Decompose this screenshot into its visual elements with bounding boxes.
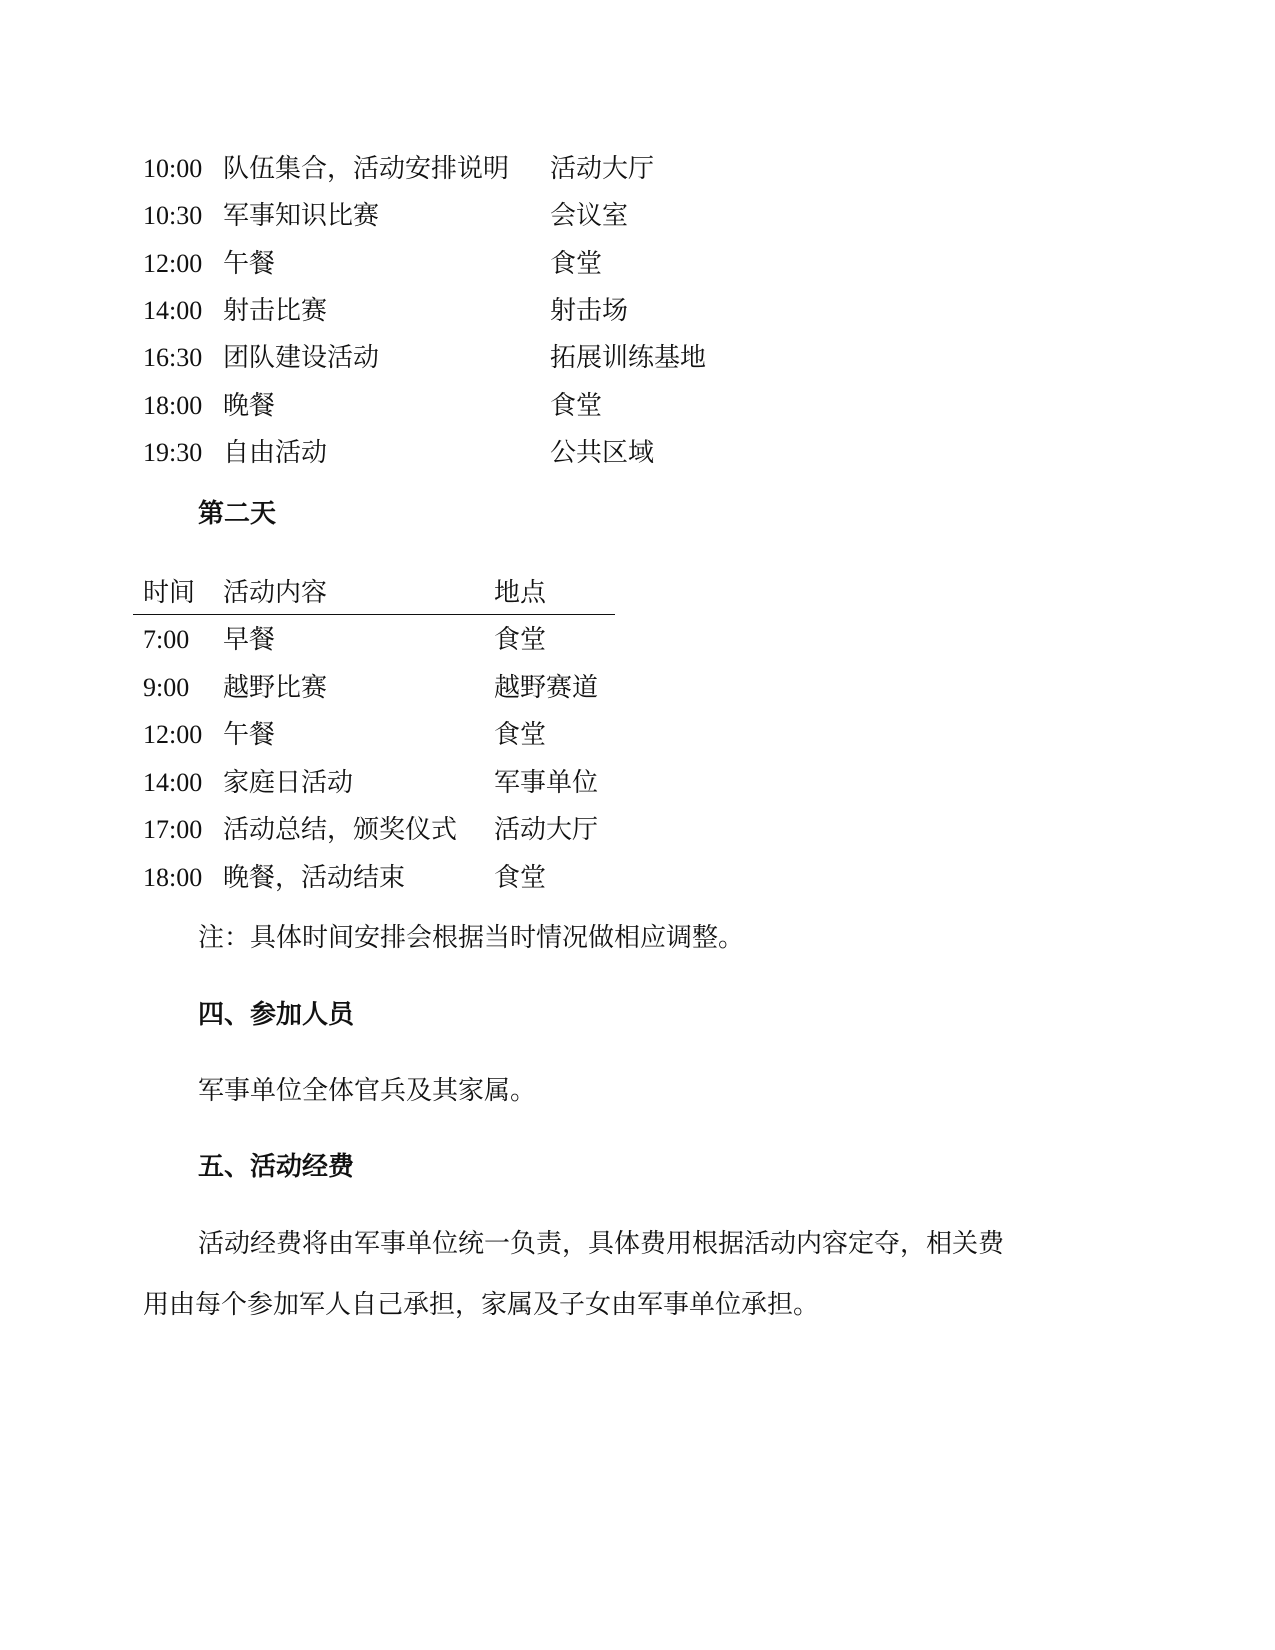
- section4-heading: 四、参加人员: [198, 1000, 355, 1030]
- activity-cell: 自由活动: [223, 438, 328, 468]
- time-cell: 9:00: [143, 673, 190, 702]
- place-cell: 食堂: [494, 720, 547, 750]
- time-cell: 12:00: [143, 720, 203, 749]
- time-cell: 12:00: [143, 249, 203, 278]
- table-row: [143, 151, 743, 187]
- schedule-note: 注：具体时间安排会根据当时情况做相应调整。: [198, 923, 745, 953]
- table-row: [143, 198, 743, 234]
- header-activity: 活动内容: [223, 578, 328, 608]
- table-row: [143, 340, 743, 376]
- place-cell: 射击场: [550, 296, 629, 326]
- place-cell: 越野赛道: [494, 673, 599, 703]
- place-cell: 公共区域: [550, 438, 655, 468]
- place-cell: 活动大厅: [550, 154, 655, 184]
- place-cell: 军事单位: [494, 768, 599, 798]
- activity-cell: 活动总结，颁奖仪式: [223, 815, 458, 845]
- table-row: [143, 670, 623, 706]
- time-cell: 18:00: [143, 391, 203, 420]
- activity-cell: 早餐: [223, 625, 276, 655]
- header-place: 地点: [494, 578, 547, 608]
- time-cell: 10:00: [143, 154, 203, 183]
- table-row: [143, 622, 623, 658]
- activity-cell: 军事知识比赛: [223, 201, 380, 231]
- activity-cell: 午餐: [223, 249, 276, 279]
- table-row: [143, 293, 743, 329]
- section5-body-line1: 活动经费将由军事单位统一负责，具体费用根据活动内容定夺，相关费: [198, 1229, 1005, 1259]
- time-cell: 17:00: [143, 815, 203, 844]
- table-row: [143, 765, 623, 801]
- activity-cell: 晚餐: [223, 391, 276, 421]
- time-cell: 10:30: [143, 201, 203, 230]
- time-cell: 19:30: [143, 438, 203, 467]
- place-cell: 拓展训练基地: [550, 343, 707, 373]
- day2-heading: 第二天: [198, 499, 277, 529]
- activity-cell: 越野比赛: [223, 673, 328, 703]
- place-cell: 食堂: [494, 863, 547, 893]
- time-cell: 14:00: [143, 296, 203, 325]
- activity-cell: 射击比赛: [223, 296, 328, 326]
- time-cell: 18:00: [143, 863, 203, 892]
- table-row: [143, 717, 623, 753]
- activity-cell: 家庭日活动: [223, 768, 354, 798]
- header-rule: [133, 614, 615, 615]
- time-cell: 14:00: [143, 768, 203, 797]
- activity-cell: 午餐: [223, 720, 276, 750]
- section5-body-line2: 用由每个参加军人自己承担，家属及子女由军事单位承担。: [143, 1290, 820, 1320]
- place-cell: 食堂: [550, 391, 603, 421]
- section5-heading: 五、活动经费: [198, 1152, 355, 1182]
- table-row: [143, 860, 623, 896]
- time-cell: 7:00: [143, 625, 190, 654]
- place-cell: 会议室: [550, 201, 629, 231]
- table-row: [143, 388, 743, 424]
- time-cell: 16:30: [143, 343, 203, 372]
- activity-cell: 团队建设活动: [223, 343, 380, 373]
- table-row: [143, 812, 623, 848]
- table-row: [143, 246, 743, 282]
- place-cell: 食堂: [550, 249, 603, 279]
- activity-cell: 晚餐，活动结束: [223, 863, 406, 893]
- table-header-row: [143, 575, 623, 611]
- activity-cell: 队伍集合，活动安排说明: [223, 154, 510, 184]
- table-row: [143, 435, 743, 471]
- header-time: 时间: [143, 578, 196, 608]
- place-cell: 活动大厅: [494, 815, 599, 845]
- place-cell: 食堂: [494, 625, 547, 655]
- section4-body: 军事单位全体官兵及其家属。: [198, 1076, 537, 1106]
